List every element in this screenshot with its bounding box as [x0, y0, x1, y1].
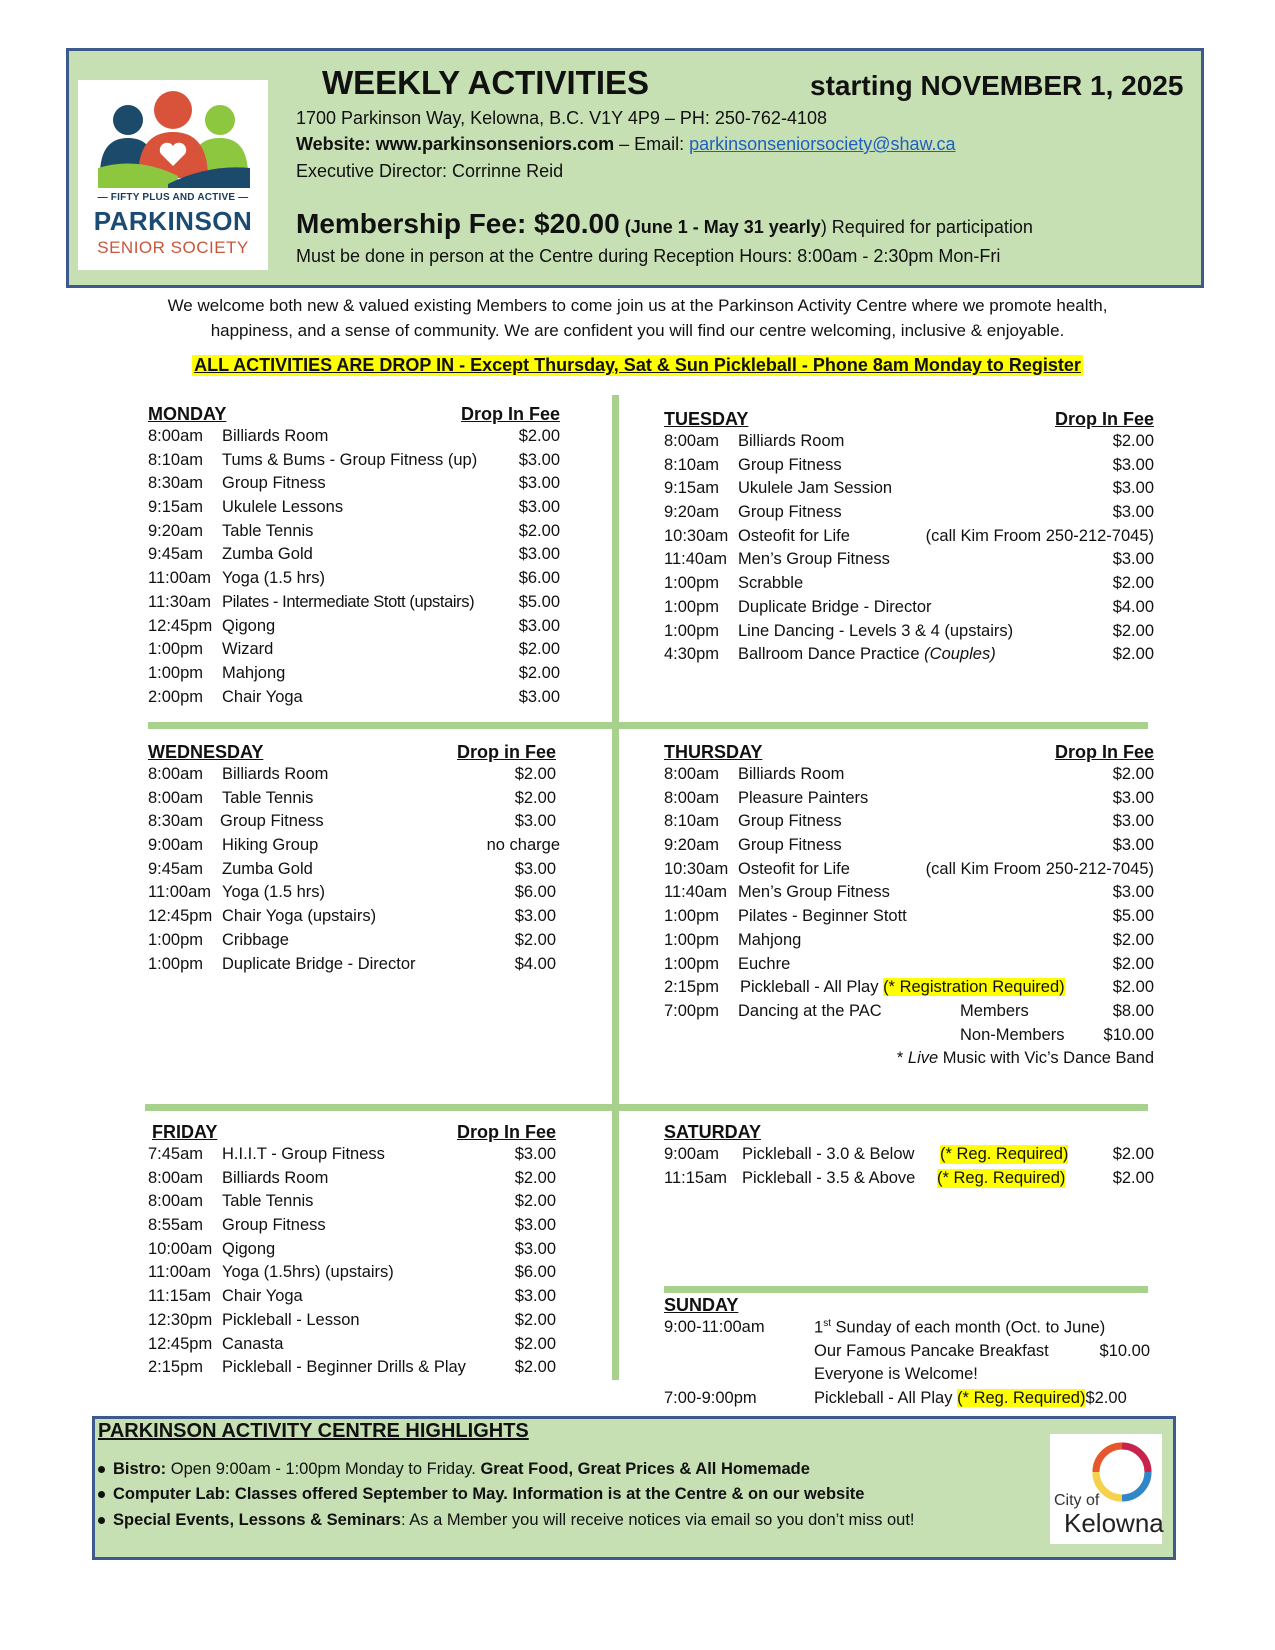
fee-header: Drop In Fee	[1054, 409, 1154, 429]
activity-row: 10:30am Osteofit for Life (call Kim Froom 250-212-7045)	[664, 859, 1154, 878]
bullet-icon	[98, 1466, 105, 1473]
activity-row: 7:00pm Dancing at the PAC Members $8.00	[664, 1001, 1154, 1020]
divider-row-2	[145, 1104, 1148, 1111]
highlight-computer-lab: Computer Lab: Classes offered September to May. Information is at the Centre & on our website	[98, 1485, 864, 1504]
activity-row: 8:00am Billiards Room $2.00	[148, 1168, 556, 1187]
day-monday	[148, 404, 560, 711]
activity-row: 11:15am Pickleball - 3.5 & Above (* Reg. Required) $2.00	[664, 1168, 1154, 1187]
drop-in-banner: ALL ACTIVITIES ARE DROP IN - Except Thursday, Sat & Sun Pickleball - Phone 8am Monday to Register	[194, 355, 1081, 375]
activity-row: 8:30am Group Fitness $3.00	[148, 474, 560, 493]
activity-row: 8:00am Table Tennis $2.00	[148, 1192, 556, 1211]
activity-row: 11:30am Pilates - Intermediate Stott (upstairs) $5.00	[148, 592, 560, 611]
reg-required-highlight: (* Reg. Required)	[937, 1168, 1066, 1187]
activity-row: 7:00-9:00pm Pickleball - All Play (* Reg. Required)$2.00	[664, 1389, 1127, 1408]
address: 1700 Parkinson Way, Kelowna, B.C. V1Y 4P9 – PH: 250-762-4108	[296, 108, 827, 128]
activity-row: 8:00am Billiards Room $2.00	[148, 765, 556, 783]
activity-row: 1:00pm Scrabble $2.00	[664, 574, 1154, 593]
day-friday	[148, 1122, 560, 1382]
activity-row: 9:15am Ukulele Lessons $3.00	[148, 498, 560, 517]
day-name: THURSDAY	[664, 742, 763, 762]
fee-header: Drop in Fee	[456, 742, 556, 762]
activity-row: 2:15pm Pickleball - Beginner Drills & Play $2.00	[148, 1358, 556, 1377]
kelowna-label: Kelowna	[1064, 1508, 1164, 1538]
drop-in-banner-wrap	[0, 355, 1275, 376]
fee-header: Drop In Fee	[1054, 742, 1154, 762]
activity-row: 1:00pm Mahjong $2.00	[148, 663, 560, 682]
membership-period: (June 1 - May 31 yearly	[619, 217, 821, 237]
activity-row: 9:45am Zumba Gold $3.00	[148, 545, 560, 564]
activity-row: 9:00am Pickleball - 3.0 & Below (* Reg. Required) $2.00	[664, 1145, 1154, 1163]
email-prefix: – Email:	[614, 134, 690, 154]
reception-hours: Must be done in person at the Centre during Reception Hours: 8:00am - 2:30pm Mon-Fri	[296, 246, 1001, 266]
highlights-title: PARKINSON ACTIVITY CENTRE HIGHLIGHTS	[98, 1420, 529, 1442]
membership-requirement: ) Required for participation	[820, 217, 1033, 237]
activity-row: 2:00pm Chair Yoga $3.00	[148, 687, 560, 706]
activity-row: 1:00pm Line Dancing - Levels 3 & 4 (upstairs) $2.00	[664, 621, 1154, 640]
activity-row: 9:45am Zumba Gold $3.00	[148, 859, 556, 878]
activity-row: 8:10am Group Fitness $3.00	[664, 455, 1154, 474]
divider-saturday-sunday	[664, 1286, 1148, 1293]
day-tuesday	[664, 409, 1154, 669]
activity-row: 8:00am Table Tennis $2.00	[148, 788, 556, 807]
logo-tagline: — FIFTY PLUS AND ACTIVE —	[97, 192, 249, 203]
activity-row: 7:45am H.I.I.T - Group Fitness $3.00	[148, 1145, 556, 1163]
reg-required-highlight: (* Reg. Required)	[940, 1145, 1069, 1163]
day-name: SUNDAY	[664, 1295, 739, 1315]
activity-row: 12:45pm Chair Yoga (upstairs) $3.00	[148, 907, 556, 926]
day-name: SATURDAY	[664, 1122, 762, 1142]
day-name: TUESDAY	[664, 409, 749, 429]
registration-required-highlight: (* Registration Required)	[883, 978, 1065, 997]
activity-row: 11:40am Men’s Group Fitness $3.00	[664, 550, 1154, 569]
activity-row: 11:40am Men’s Group Fitness $3.00	[664, 883, 1154, 902]
activity-row: 1:00pm Mahjong $2.00	[664, 930, 1154, 949]
logo-name: PARKINSON	[93, 206, 253, 236]
activity-row: 9:20am Group Fitness $3.00	[664, 836, 1154, 855]
city-label: City of	[1054, 1492, 1100, 1509]
fee-header: Drop In Fee	[460, 404, 560, 424]
day-saturday	[664, 1122, 1154, 1192]
bullet-icon	[98, 1491, 105, 1498]
logo-subtitle: SENIOR SOCIETY	[97, 238, 249, 257]
activity-row: 1:00pm Cribbage $2.00	[148, 930, 556, 949]
city-of-kelowna-logo	[1050, 1434, 1162, 1544]
people-heart-icon	[78, 80, 268, 190]
activity-row: 8:10am Tums & Bums - Group Fitness (up) $3.00	[148, 450, 560, 469]
fee-header: Drop In Fee	[456, 1122, 556, 1142]
divider-row-1	[148, 722, 1148, 729]
welcome-line-1: We welcome both new & valued existing Members to come join us at the Parkinson Activity Centre where we promote health,	[167, 296, 1108, 315]
activity-row: 1:00pm Euchre $2.00	[664, 954, 1154, 973]
activity-row: 9:20am Table Tennis $2.00	[148, 521, 560, 540]
activity-row: 9:15am Ukulele Jam Session $3.00	[664, 479, 1154, 498]
activity-row: 8:00am Pleasure Painters $3.00	[664, 788, 1154, 807]
day-name: FRIDAY	[152, 1122, 218, 1142]
activity-row: 9:20am Group Fitness $3.00	[664, 503, 1154, 522]
activity-row: 8:00am Billiards Room $2.00	[148, 427, 560, 445]
activity-row: 11:00am Yoga (1.5hrs) (upstairs) $6.00	[148, 1263, 556, 1282]
activity-row: 1:00pm Wizard $2.00	[148, 640, 560, 659]
activity-row: 1:00pm Duplicate Bridge - Director $4.00	[664, 597, 1154, 616]
activity-row: 12:45pm Qigong $3.00	[148, 616, 560, 635]
activity-row: 8:00am Billiards Room $2.00	[664, 765, 1154, 783]
activity-row: 8:00am Billiards Room $2.00	[664, 432, 1154, 450]
membership-fee	[296, 208, 1033, 240]
day-name: MONDAY	[148, 404, 227, 424]
activity-row: Our Famous Pancake Breakfast $10.00	[814, 1341, 1150, 1360]
parkinson-logo	[78, 80, 268, 270]
activity-row: 9:00am Hiking Group no charge	[148, 836, 560, 855]
activity-row: 9:00-11:00am 1st Sunday of each month (Oct. to June)	[664, 1318, 1106, 1337]
bullet-icon	[98, 1517, 105, 1524]
executive-director: Executive Director: Corrinne Reid	[296, 161, 564, 181]
activity-row: 4:30pm Ballroom Dance Practice (Couples) $2.00	[664, 645, 1154, 664]
highlight-special-events: Special Events, Lessons & Seminars: As a Member you will receive notices via email so you don’t miss out!	[98, 1511, 915, 1530]
activity-row: 8:10am Group Fitness $3.00	[664, 812, 1154, 831]
reg-required-highlight: (* Reg. Required)	[957, 1389, 1086, 1408]
day-wednesday	[148, 742, 560, 978]
activity-row: 11:15am Chair Yoga $3.00	[148, 1287, 556, 1306]
activity-row: 2:15pm Pickleball - All Play (* Registration Required) $2.00	[664, 978, 1154, 997]
day-thursday	[664, 742, 1154, 1073]
website-label[interactable]: Website: www.parkinsonseniors.com	[296, 134, 615, 154]
activity-row: 12:45pm Canasta $2.00	[148, 1334, 556, 1353]
vertical-divider	[612, 395, 619, 1380]
day-name: WEDNESDAY	[148, 742, 264, 762]
start-date: starting NOVEMBER 1, 2025	[810, 70, 1184, 101]
email-link[interactable]: parkinsonseniorsociety@shaw.ca	[689, 134, 956, 154]
welcome-line-2: happiness, and a sense of community. We are confident you will find our centre welcoming, inclusive & enjoyable.	[210, 321, 1065, 340]
activity-row: 11:00am Yoga (1.5 hrs) $6.00	[148, 569, 560, 588]
highlight-bistro: Bistro: Open 9:00am - 1:00pm Monday to Friday. Great Food, Great Prices & All Homemade	[98, 1460, 810, 1479]
activity-row: 1:00pm Pilates - Beginner Stott $5.00	[664, 907, 1154, 926]
activity-row: Everyone is Welcome!	[814, 1365, 978, 1384]
contact-line	[296, 134, 956, 155]
activity-row: 12:30pm Pickleball - Lesson $2.00	[148, 1310, 556, 1329]
day-sunday	[664, 1295, 1154, 1413]
activity-row: 10:30am Osteofit for Life (call Kim Froom 250-212-7045)	[664, 526, 1154, 545]
activity-row: 8:30am Group Fitness $3.00	[148, 812, 556, 831]
membership-fee-amount: Membership Fee: $20.00	[296, 208, 620, 239]
live-music-note: * Live Music with Vic’s Dance Band	[896, 1049, 1154, 1068]
activity-row: 10:00am Qigong $3.00	[148, 1239, 556, 1258]
activity-row: Non-Members $10.00	[960, 1025, 1154, 1044]
activity-row: 1:00pm Duplicate Bridge - Director $4.00	[148, 954, 556, 973]
activity-row: 8:55am Group Fitness $3.00	[148, 1216, 556, 1235]
activity-row: 11:00am Yoga (1.5 hrs) $6.00	[148, 883, 556, 902]
page-title: WEEKLY ACTIVITIES	[322, 64, 650, 101]
